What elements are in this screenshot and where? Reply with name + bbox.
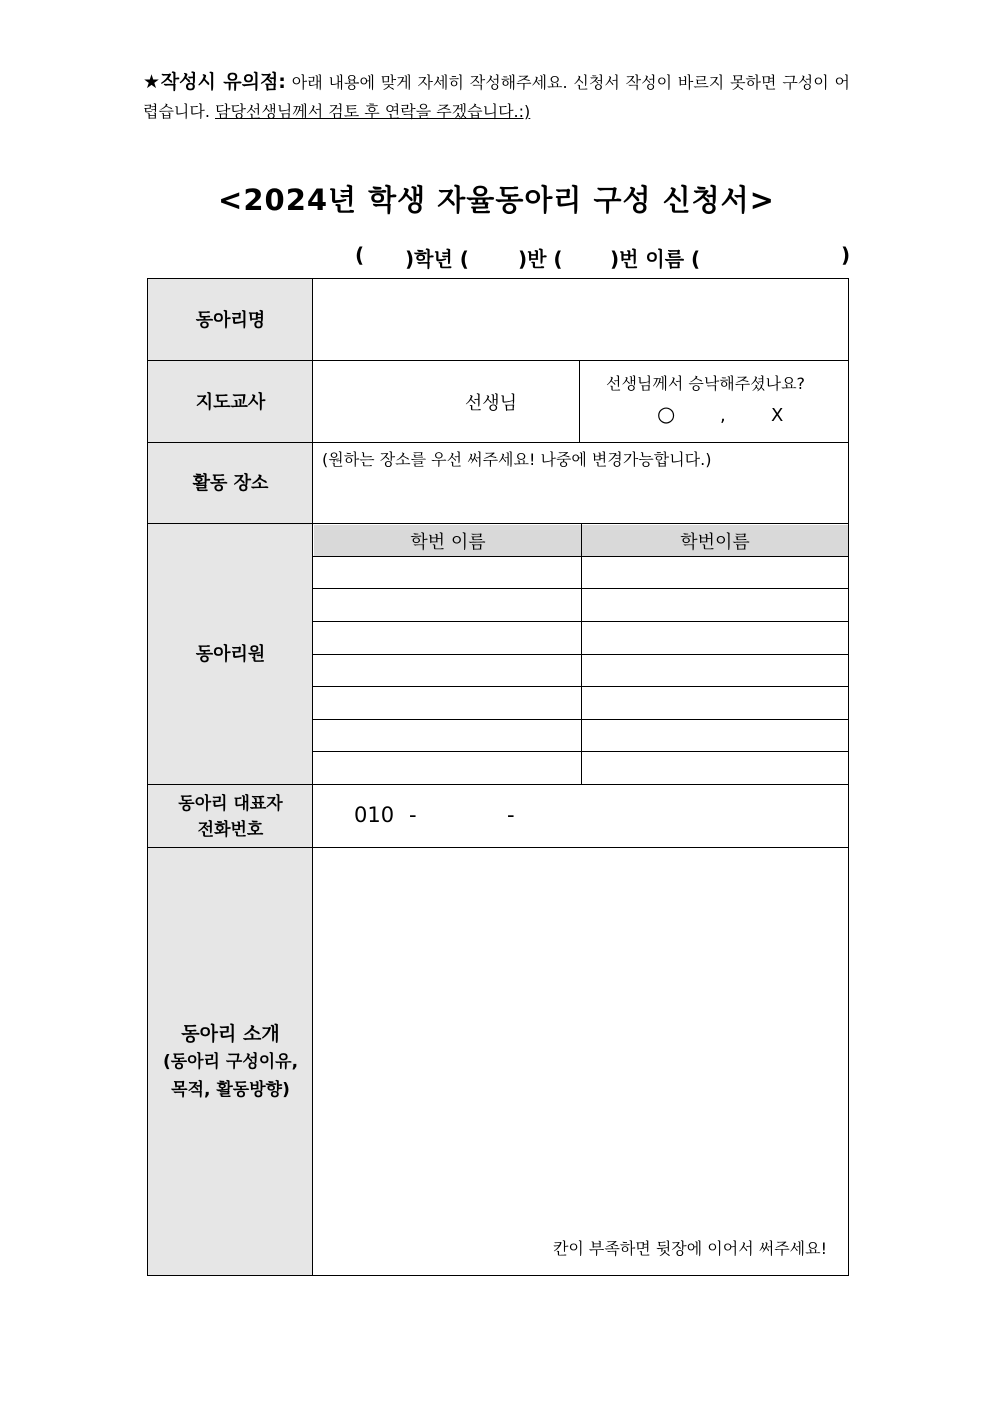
rep-label-line1: 동아리 대표자: [178, 793, 283, 814]
member-col1-header: 학번 이름: [314, 525, 582, 556]
name-close: ): [841, 243, 851, 267]
approval-cell: [581, 361, 848, 443]
member-row-line: [313, 751, 848, 752]
approval-yes-option[interactable]: ○: [657, 402, 676, 426]
intro-label-line1: 동아리 소개: [181, 1022, 280, 1045]
approval-question: 선생님께서 승낙해주셨나요?: [606, 374, 806, 393]
form-title: <2024년 학생 자율동아리 구성 신청서>: [218, 183, 775, 217]
number-close: )번 이름 (: [610, 247, 701, 271]
intro-footer-note: 칸이 부족하면 뒷장에 이어서 써주세요!: [552, 1239, 827, 1258]
row-divider: [148, 847, 848, 848]
grade-close: )학년 (: [405, 247, 469, 271]
rep-phone-label: [148, 785, 313, 848]
notice-body: 아래 내용에 맞게 자세히 작성해주세요. 신청서 작성이 바르지 못하면 구성이 어렵습니다.: [143, 73, 851, 121]
class-close: )반 (: [518, 247, 563, 271]
club-name-field[interactable]: [314, 279, 848, 361]
row-divider: [148, 523, 848, 524]
notice-paragraph: [143, 68, 850, 126]
approval-no-option[interactable]: X: [771, 405, 784, 426]
advisor-field[interactable]: [314, 361, 580, 443]
member-row-line: [313, 588, 848, 589]
student-info-line: [350, 243, 850, 269]
approval-separator: ,: [720, 405, 726, 426]
member-row-line: [313, 621, 848, 622]
intro-label: [148, 848, 313, 1275]
notice-underlined: 담당선생님께서 검토 후 연락을 주겠습니다.:): [215, 102, 531, 121]
member-col2-header: 학번이름: [582, 525, 848, 556]
advisor-suffix: 선생님: [464, 393, 517, 414]
member-row-line: [313, 556, 848, 557]
members-label: 동아리원: [148, 524, 313, 785]
label-column-divider: [312, 279, 313, 1275]
rep-phone-field[interactable]: [314, 785, 848, 848]
row-divider: [148, 360, 848, 361]
location-label: 활동 장소: [148, 443, 313, 524]
member-row-line: [313, 654, 848, 655]
advisor-label: 지도교사: [148, 361, 313, 443]
rep-label-line2: 전화번호: [197, 819, 264, 840]
intro-label-line2: (동아리 구성이유,: [162, 1051, 299, 1072]
intro-label-line3: 목적, 활동방향): [171, 1079, 290, 1100]
phone-dash-2: -: [507, 803, 515, 827]
phone-dash-1: -: [409, 803, 417, 827]
grade-open: (: [355, 243, 365, 267]
row-divider: [148, 442, 848, 443]
location-hint: (원하는 장소를 우선 써주세요! 나중에 변경가능합니다.): [322, 450, 712, 469]
member-row-line: [313, 719, 848, 720]
application-form-table: [147, 278, 849, 1276]
location-field[interactable]: [314, 443, 848, 524]
advisor-divider: [579, 360, 580, 443]
intro-field[interactable]: [314, 848, 848, 1275]
phone-prefix: 010: [354, 803, 395, 827]
row-divider: [148, 784, 848, 785]
club-name-label: 동아리명: [148, 279, 313, 361]
member-row-line: [313, 686, 848, 687]
notice-lead: ★작성시 유의점:: [143, 71, 286, 93]
